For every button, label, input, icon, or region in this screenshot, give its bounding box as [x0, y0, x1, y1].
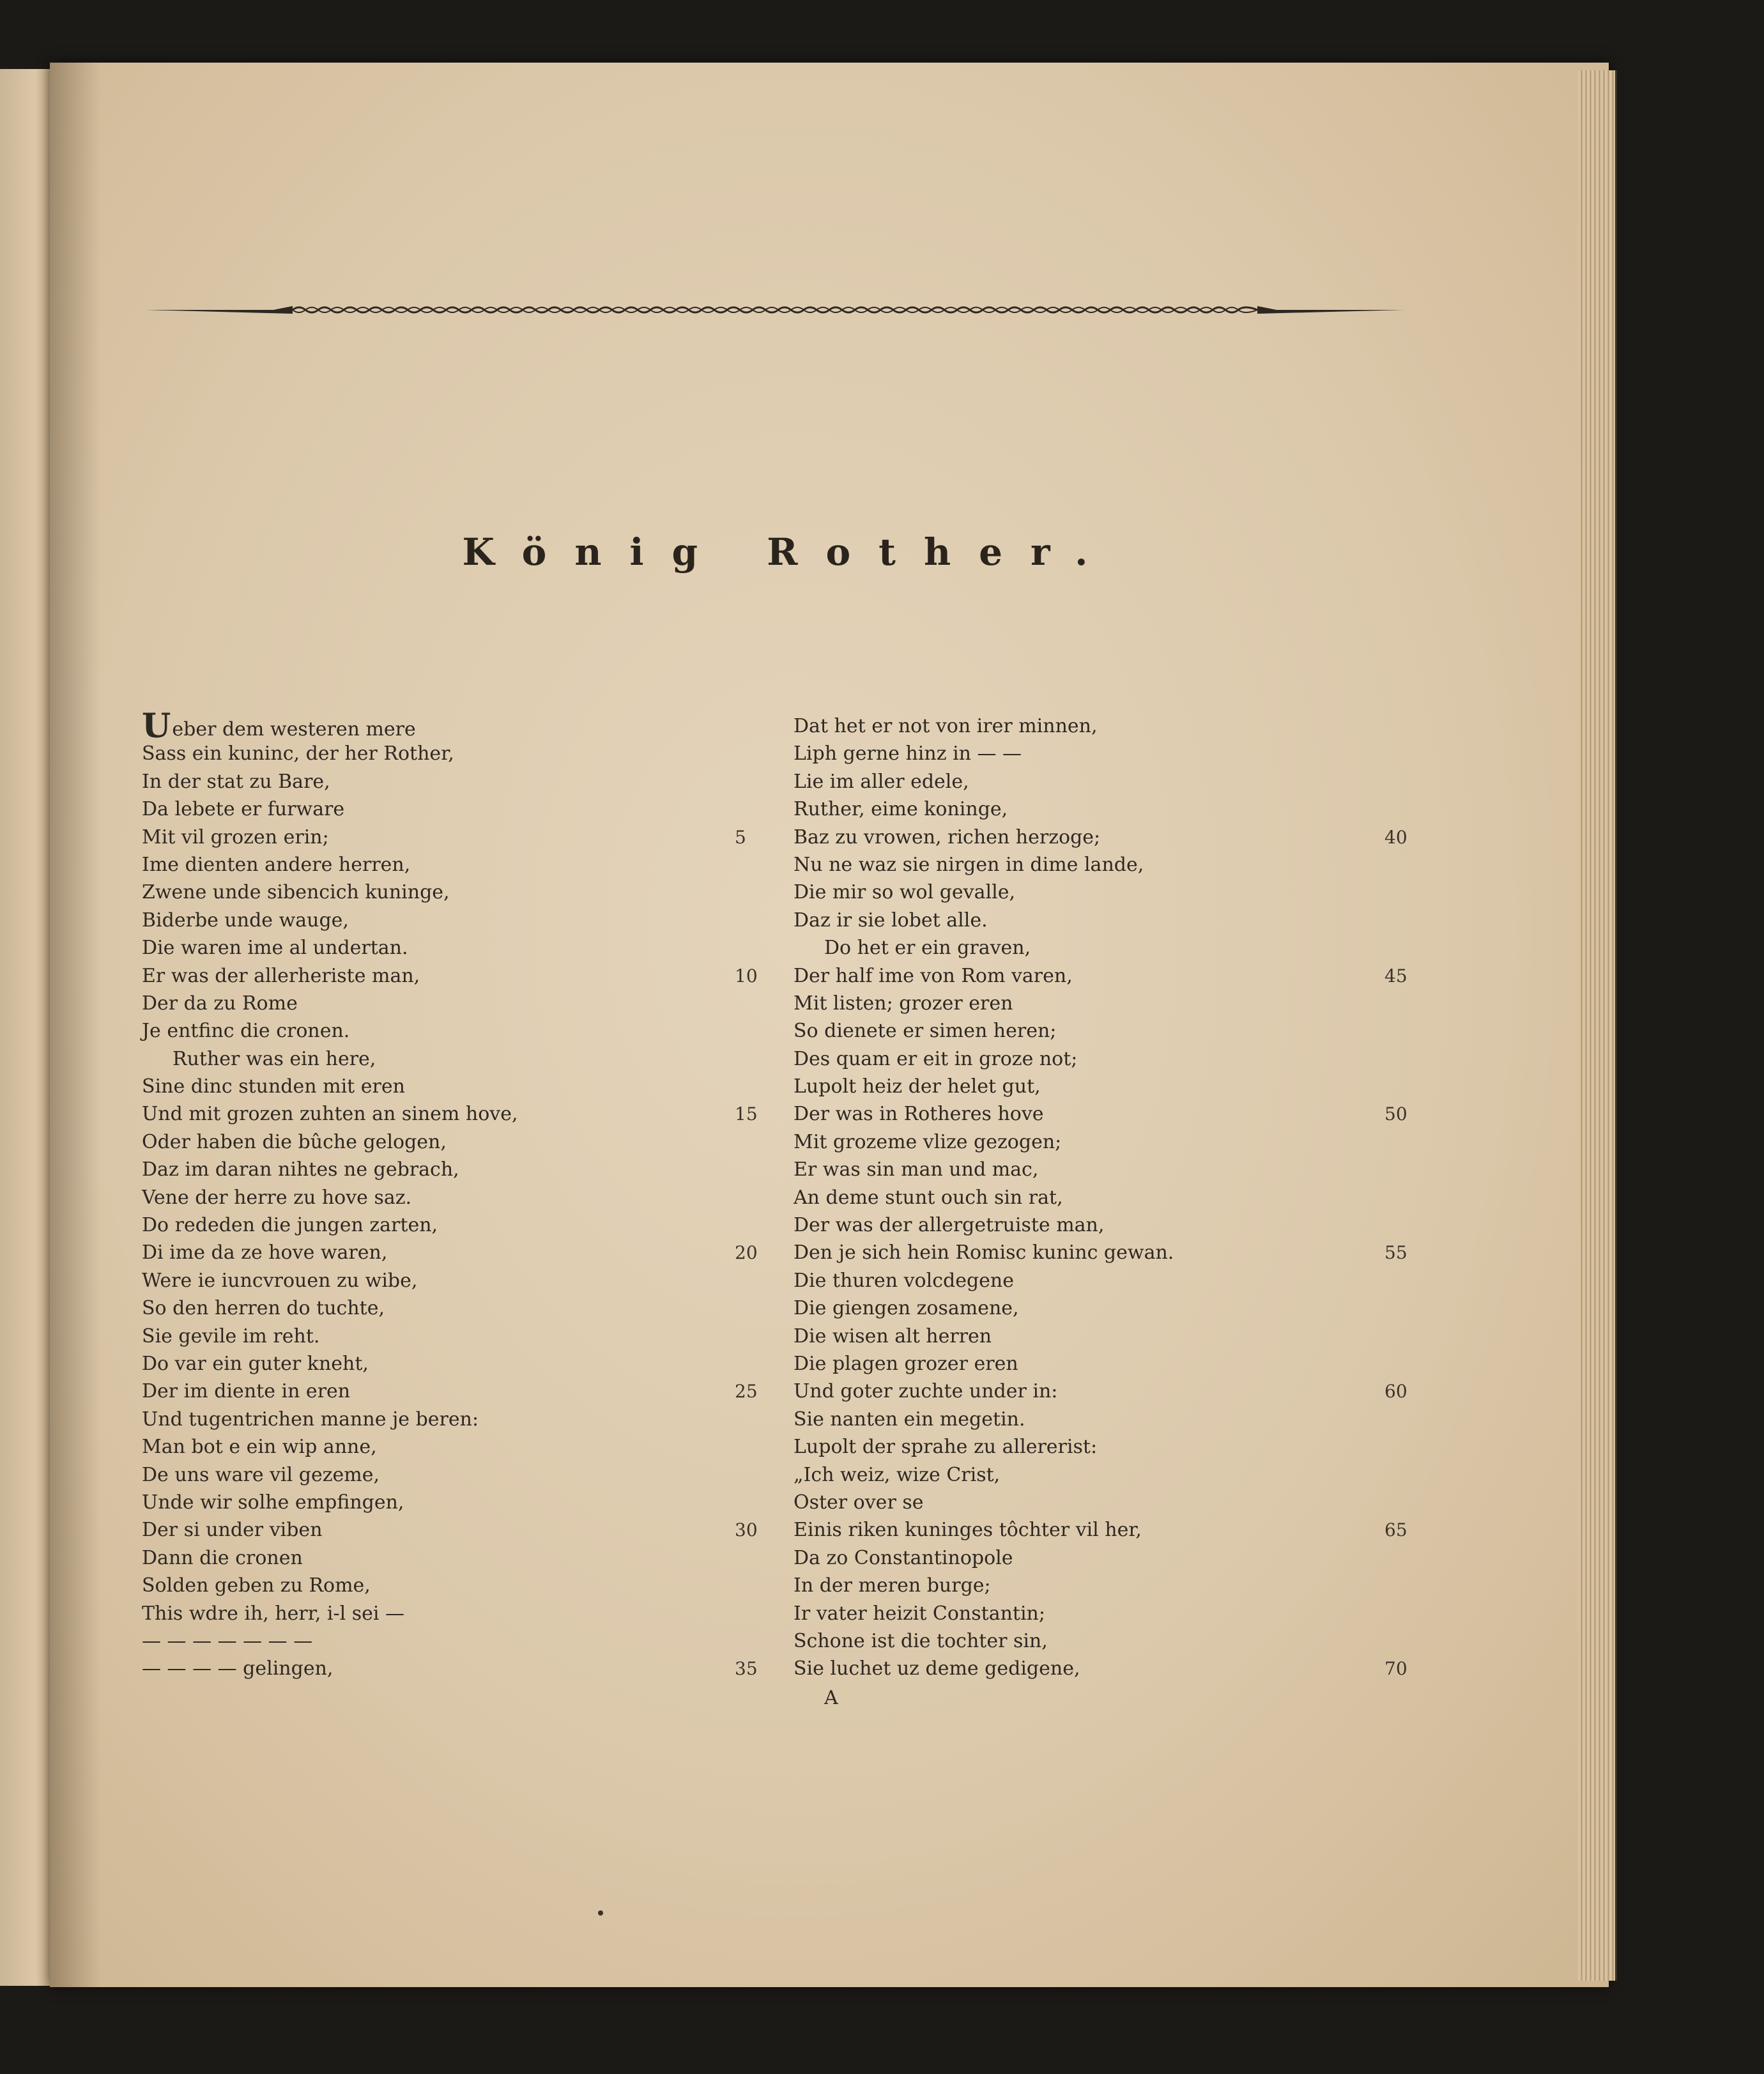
- verse-text: Sass ein kuninc, der her Rother,: [142, 742, 454, 765]
- verse-text: Lupolt heiz der helet gut,: [794, 1075, 1041, 1098]
- verse-line: [142, 962, 781, 990]
- verse-line: [142, 824, 781, 851]
- verse-text: Baz zu vrowen, richen herzoge;: [794, 826, 1101, 849]
- verse-text: Di ime da ze hove waren,: [142, 1241, 388, 1264]
- verse-line: [142, 907, 781, 934]
- verse-line: [794, 1073, 1432, 1100]
- verse-line: [142, 1211, 781, 1239]
- verse-text: Ruther, eime koninge,: [794, 798, 1008, 821]
- verse-text: Und goter zuchte under in:: [794, 1380, 1058, 1403]
- verse-text: „Ich weiz, wize Crist,: [794, 1463, 1001, 1486]
- verse-text: Lie im aller edele,: [794, 770, 969, 793]
- verse-line: [142, 707, 781, 746]
- ink-dot: [598, 1910, 603, 1916]
- verse-line: [794, 740, 1432, 767]
- verse-line: [794, 1045, 1432, 1073]
- verse-line: [794, 1100, 1432, 1128]
- verse-text: Sie nanten ein megetin.: [794, 1408, 1025, 1431]
- verse-text: Da lebete er furware: [142, 798, 345, 821]
- verse-line: [142, 1655, 781, 1682]
- verse-line: [794, 934, 1432, 962]
- verse-text: Daz ir sie lobet alle.: [794, 909, 988, 932]
- line-number: 15: [735, 1103, 758, 1125]
- verse-line: [794, 1323, 1432, 1350]
- verse-text: Nu ne waz sie nirgen in dime lande,: [794, 853, 1144, 876]
- verse-text: Ime dienten andere herren,: [142, 853, 411, 876]
- verse-text: Lupolt der sprahe zu allererist:: [794, 1436, 1098, 1459]
- verse-line: [142, 1350, 781, 1378]
- line-number: 45: [1384, 965, 1407, 987]
- verse-text: Dann die cronen: [142, 1546, 303, 1569]
- left-text-column: [142, 707, 781, 1683]
- verse-line: [794, 1600, 1432, 1627]
- verse-line: [794, 1489, 1432, 1516]
- verse-text: Und mit grozen zuhten an sinem hove,: [142, 1103, 518, 1126]
- verse-line: [794, 1128, 1432, 1156]
- verse-text: Vene der herre zu hove saz.: [142, 1186, 412, 1209]
- verse-line: [794, 1516, 1432, 1544]
- verse-line: [794, 1461, 1432, 1489]
- verse-text: So den herren do tuchte,: [142, 1297, 385, 1320]
- verse-text: Er was der allerheriste man,: [142, 964, 420, 987]
- verse-line: [142, 1378, 781, 1405]
- verse-line: [794, 712, 1432, 740]
- verse-text: Man bot e ein wip anne,: [142, 1436, 377, 1459]
- verse-line: [142, 1184, 781, 1211]
- verse-text: Der was in Rotheres hove: [794, 1103, 1044, 1126]
- verse-line: [142, 1294, 781, 1322]
- verse-line: [142, 1627, 781, 1655]
- verse-text: Do var ein guter kneht,: [142, 1352, 369, 1375]
- signature-mark: A: [824, 1687, 838, 1709]
- line-number: 5: [735, 826, 746, 848]
- verse-text: Sie gevile im reht.: [142, 1325, 320, 1348]
- verse-text: Ir vater heizit Constantin;: [794, 1602, 1045, 1625]
- verse-text: De uns ware vil gezeme,: [142, 1463, 380, 1486]
- verse-text: Den je sich hein Romisc kuninc gewan.: [794, 1241, 1174, 1264]
- verse-line: [142, 990, 781, 1017]
- line-number: 50: [1384, 1103, 1407, 1125]
- line-number: 25: [735, 1381, 758, 1402]
- verse-line: [794, 962, 1432, 990]
- verse-line: [794, 1239, 1432, 1266]
- verse-line: [142, 1017, 781, 1045]
- verse-text: Liph gerne hinz in — —: [794, 742, 1022, 765]
- verse-line: [142, 879, 781, 906]
- verse-line: [794, 1184, 1432, 1211]
- verse-text: Ruther was ein here,: [173, 1047, 376, 1070]
- verse-line: [794, 1655, 1432, 1682]
- ornamental-rule: [146, 300, 1404, 319]
- verse-text: An deme stunt ouch sin rat,: [794, 1186, 1063, 1209]
- verse-line: [794, 1378, 1432, 1405]
- verse-line: [142, 1073, 781, 1100]
- verse-line: [142, 1100, 781, 1128]
- page-block-edge: [1578, 70, 1617, 1981]
- verse-line: [142, 1489, 781, 1516]
- verse-line: [142, 795, 781, 823]
- line-number: 60: [1384, 1381, 1407, 1402]
- verse-line: [794, 1544, 1432, 1572]
- line-number: 10: [735, 965, 758, 987]
- line-number: 20: [735, 1242, 758, 1264]
- verse-text: Der im diente in eren: [142, 1380, 351, 1403]
- verse-text: Sine dinc stunden mit eren: [142, 1075, 405, 1098]
- verse-text: Der was der allergetruiste man,: [794, 1214, 1105, 1237]
- verse-text: Were ie iuncvrouen zu wibe,: [142, 1269, 418, 1292]
- verse-line: [142, 1600, 781, 1627]
- right-text-column: [794, 712, 1432, 1683]
- verse-line: [142, 1267, 781, 1294]
- verse-text: Do rededen die jungen zarten,: [142, 1214, 438, 1237]
- verse-text: — — — — — — —: [142, 1629, 313, 1652]
- verse-text: Mit grozeme vlize gezogen;: [794, 1130, 1062, 1153]
- line-number: 40: [1384, 826, 1407, 848]
- verse-text: Er was sin man und mac,: [794, 1158, 1039, 1181]
- verse-line: [142, 1461, 781, 1489]
- verse-text: Schone ist die tochter sin,: [794, 1629, 1048, 1652]
- verse-line: [794, 824, 1432, 851]
- verse-text: Zwene unde sibencich kuninge,: [142, 881, 450, 904]
- verse-text: — — — — gelingen,: [142, 1657, 334, 1680]
- verse-line: [142, 1572, 781, 1599]
- verse-line: [142, 1516, 781, 1544]
- verse-text: Die mir so wol gevalle,: [794, 881, 1015, 904]
- verse-text: Solden geben zu Rome,: [142, 1574, 371, 1597]
- verse-text: Daz im daran nihtes ne gebrach,: [142, 1158, 459, 1181]
- verse-text: In der stat zu Bare,: [142, 770, 330, 793]
- verse-line: [794, 1156, 1432, 1183]
- verse-line: [142, 1544, 781, 1572]
- verse-line: [142, 934, 781, 962]
- verse-line: [142, 1128, 781, 1156]
- verse-text: Der si under viben: [142, 1519, 323, 1542]
- verse-line: [794, 795, 1432, 823]
- verse-line: [794, 1572, 1432, 1599]
- verse-line: [142, 1239, 781, 1266]
- verse-line: [142, 1156, 781, 1183]
- verse-line: [794, 1627, 1432, 1655]
- verse-text: Und tugentrichen manne je beren:: [142, 1408, 479, 1431]
- verse-line: [142, 1406, 781, 1433]
- verse-line: [794, 1350, 1432, 1378]
- verse-text: Die thuren volcdegene: [794, 1269, 1014, 1292]
- verse-text: Dat het er not von irer minnen,: [794, 715, 1098, 737]
- line-number: 55: [1384, 1242, 1407, 1264]
- verse-text: This wdre ih, herr, i-l sei —: [142, 1602, 405, 1625]
- verse-text: Ueber dem westeren mere: [142, 707, 416, 746]
- verse-line: [794, 907, 1432, 934]
- initial-letter: U: [142, 707, 171, 746]
- verse-line: [142, 768, 781, 795]
- verse-text: Die waren ime al undertan.: [142, 937, 408, 960]
- verse-text: Oder haben die bûche gelogen,: [142, 1130, 447, 1153]
- verse-line: [794, 1267, 1432, 1294]
- verse-line: [142, 1323, 781, 1350]
- verse-line: [142, 1433, 781, 1461]
- verse-text: Biderbe unde wauge,: [142, 909, 349, 932]
- verse-text: Oster over se: [794, 1491, 924, 1514]
- verse-line: [794, 1406, 1432, 1433]
- line-number: 35: [735, 1658, 758, 1680]
- verse-text: So dienete er simen heren;: [794, 1020, 1057, 1043]
- verse-text: Do het er ein graven,: [824, 937, 1031, 960]
- verse-line: [142, 740, 781, 767]
- verse-text: Der half ime von Rom varen,: [794, 964, 1073, 987]
- verse-line: [142, 851, 781, 879]
- verse-line: [794, 851, 1432, 879]
- line-number: 70: [1384, 1658, 1407, 1680]
- verse-text: Des quam er eit in groze not;: [794, 1047, 1078, 1070]
- verse-text: Je entfinc die cronen.: [142, 1020, 350, 1043]
- verse-text: Die wisen alt herren: [794, 1325, 992, 1348]
- verse-text: Die giengen zosamene,: [794, 1297, 1019, 1320]
- verse-text: Die plagen grozer eren: [794, 1352, 1018, 1375]
- verse-line: [794, 1294, 1432, 1322]
- verse-text: Da zo Constantinopole: [794, 1546, 1013, 1569]
- verse-text: Mit vil grozen erin;: [142, 826, 329, 849]
- verse-line: [794, 990, 1432, 1017]
- verse-text: Mit listen; grozer eren: [794, 992, 1013, 1015]
- poem-title: König Rother.: [462, 530, 1116, 574]
- verse-line: [794, 1211, 1432, 1239]
- verse-text: Unde wir solhe empfingen,: [142, 1491, 404, 1514]
- line-number: 30: [735, 1519, 758, 1541]
- verse-text: Der da zu Rome: [142, 992, 298, 1015]
- verse-line: [794, 768, 1432, 795]
- spine-shadow: [50, 63, 101, 1987]
- verse-text: Sie luchet uz deme gedigene,: [794, 1657, 1080, 1680]
- verse-line: [794, 1433, 1432, 1461]
- verse-text: Einis riken kuninges tôchter vil her,: [794, 1519, 1142, 1542]
- verse-line: [794, 1017, 1432, 1045]
- verse-line: [142, 1045, 781, 1073]
- verse-text: In der meren burge;: [794, 1574, 991, 1597]
- line-number: 65: [1384, 1519, 1407, 1541]
- verse-line: [794, 879, 1432, 906]
